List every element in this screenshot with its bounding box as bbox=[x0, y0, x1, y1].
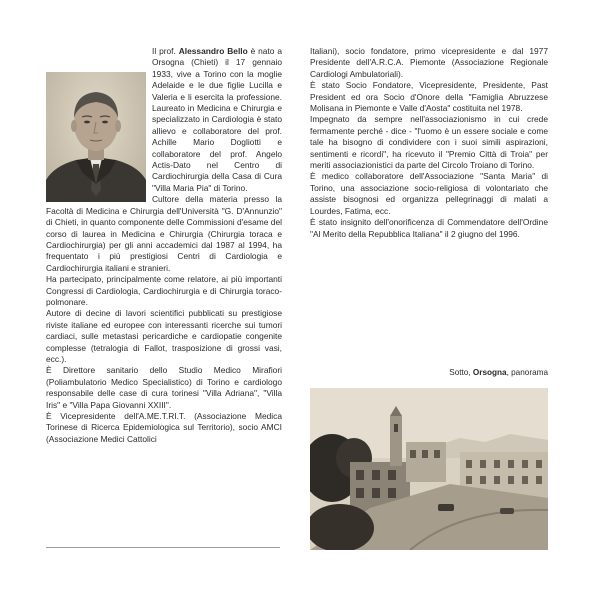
left-column bbox=[46, 46, 282, 445]
panorama-illustration bbox=[310, 388, 548, 550]
bio-intro-rest: è nato a Orsogna (Chieti) il 17 gennaio 1933, vive a Torino con la moglie Adelaide e le due figlie Lucilla e Valeria e li esercita la professione. Laureato in Medicina e Chirurgia e specializzato in Cardiologia è stato allievo e collaboratore del prof. Achille Mario Dogliotti e collaboratore del prof. Angelo Actis-Dato nel Centro di Cardiochirurgia della Casa di Cura "Villa Maria Pia" di Torino. bbox=[152, 46, 282, 193]
person-name: Alessandro Bello bbox=[178, 46, 248, 56]
bio-paragraph-5: È Direttore sanitario dello Studio Medico Mirafiori (Poliambulatorio Medico Specialistico) di Torino e cardiologo responsabile delle case di cura torinesi "Villa Adriana", "Villa Iris" e "Villa Papa Giovanni XXIII". bbox=[46, 365, 282, 410]
panorama-photo bbox=[310, 388, 548, 550]
bio-paragraph-10: È medico collaboratore dell'Associazione "Santa Maria" di Torino, una associazione socio-religiosa di volontariato che assiste bisognosi ed organizza pellegrinaggi di malati a Lourdes, Fatima, ecc. bbox=[310, 171, 548, 216]
portrait-photo bbox=[46, 72, 146, 202]
bio-paragraph-2: Cultore della materia presso la Facoltà di Medicina e Chirurgia dell'Università "G. D'Annunzio" di Chieti, in quanto componente delle Commissioni d'esame del corso di laurea in Medicina e Chirurgia (Chirurgia toraca e Cardiochirurgia) per gli anni accademici dal 1987 al 1994, ha frequentato i più prestigiosi Centri di Cardiologia e Cardiochirurgia italiani e stranieri. bbox=[46, 194, 282, 273]
bio-paragraph-8: È stato Socio Fondatore, Vicepresidente, Presidente, Past President ed ora Socio d'Onore della "Famiglia Abruzzese Molisana in Piemonte e Valle d'Aosta" costituita nel 1978. bbox=[310, 80, 548, 114]
bio-paragraph-7: Italiani), socio fondatore, primo vicepresidente e dal 1977 Presidente dell'A.R.C.A. Piemonte (Associazione Regionale Cardiologi Ambulatoriali). bbox=[310, 46, 548, 79]
bio-paragraph-11: È stato insignito dell'onorificenza di Commendatore dell'Ordine "Al Merito della Repubblica Italiana" il 2 giugno del 1996. bbox=[310, 217, 548, 239]
caption-prefix: Sotto, bbox=[449, 368, 473, 377]
bio-paragraph-4: Autore di decine di lavori scientifici pubblicati su prestigiose riviste italiane ed europee con interessanti ricerche sui tumori cardiaci, sulle metastasi pericardiche e cardiopatie congenite complesse (tetralogia di Fallot, trasposizione di grossi vasi, ecc.). bbox=[46, 308, 282, 364]
right-column bbox=[310, 46, 548, 240]
portrait-illustration bbox=[46, 72, 146, 202]
bio-paragraph-3: Ha partecipato, principalmente come relatore, ai più importanti Congressi di Cardiologia, Cardiochirurgia e di Chirurgia toraco-polmonare. bbox=[46, 274, 282, 307]
caption-place: Orsogna bbox=[472, 368, 507, 377]
bio-paragraph-9: Impegnato da sempre nell'associazionismo in cui crede fermamente perché - dice - "l'uomo è un essere sociale e come tale ha bisogno di condividere con i suoi simili aspirazioni, sentimenti e ricordi", ha ricevuto il "Premio Città di Troia" per meriti associazionistici da parte del Circolo Troiano di Torino. bbox=[310, 114, 548, 171]
bio-intro-text: Il prof. bbox=[152, 46, 179, 56]
photo-caption bbox=[310, 368, 548, 377]
caption-suffix: , panorama bbox=[506, 368, 548, 377]
bio-paragraph-6: È Vicepresidente dell'A.ME.T.RI.T. (Associazione Medica Torinese di Ricerca Epidemiologica sul Territorio), socio AMCI (Associazione Medici Cattolici bbox=[46, 411, 282, 444]
bottom-divider bbox=[46, 547, 280, 548]
